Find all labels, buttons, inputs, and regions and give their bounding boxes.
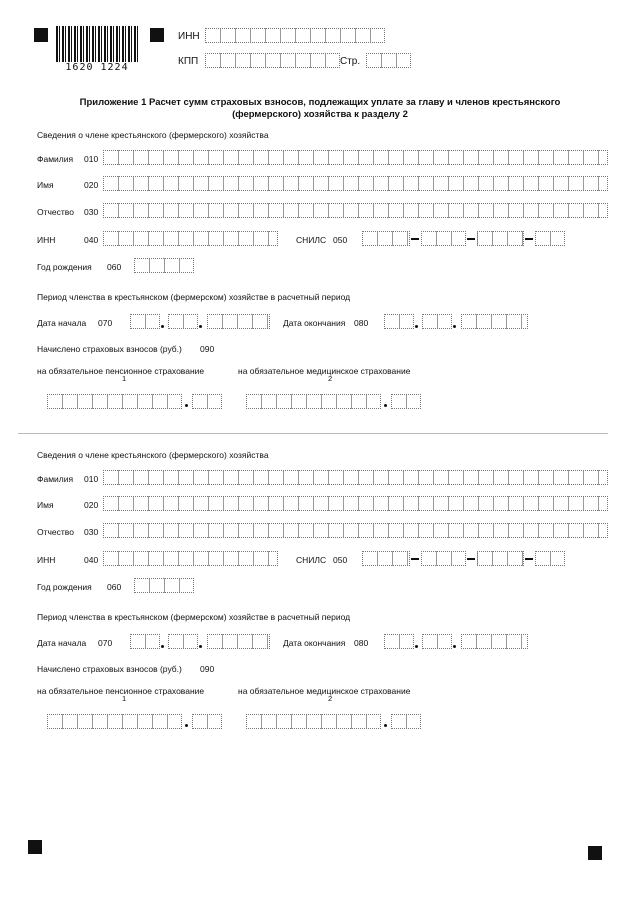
medical-label: на обязательное медицинское страхование <box>238 686 411 696</box>
date-separator-dot <box>384 404 387 407</box>
snils-code: 050 <box>333 555 348 565</box>
inn-header-field[interactable] <box>205 28 385 43</box>
patronymic-label: Отчество <box>37 207 74 217</box>
surname-label: Фамилия <box>37 474 74 484</box>
start-date-code: 070 <box>98 638 113 648</box>
start-year[interactable] <box>207 634 270 649</box>
birth-year-code: 060 <box>107 262 122 272</box>
start-date-label: Дата начала <box>37 638 87 648</box>
date-separator-dot <box>161 645 164 648</box>
snils-part-2[interactable] <box>421 231 466 246</box>
start-month[interactable] <box>168 634 198 649</box>
medical-rubles-field[interactable] <box>246 714 381 729</box>
snils-part-1[interactable] <box>362 231 410 246</box>
surname-field[interactable] <box>103 150 608 165</box>
medical-column-number: 2 <box>328 694 333 703</box>
start-year[interactable] <box>207 314 270 329</box>
patronymic-code: 030 <box>84 527 99 537</box>
inn-field[interactable] <box>103 231 278 246</box>
snils-part-1[interactable] <box>362 551 410 566</box>
end-date-label: Дата окончания <box>283 318 346 328</box>
barcode <box>56 26 138 66</box>
inn-label: ИНН <box>37 235 56 245</box>
date-separator-dot <box>384 724 387 727</box>
start-month[interactable] <box>168 314 198 329</box>
name-field[interactable] <box>103 176 608 191</box>
pension-rubles-field[interactable] <box>47 714 182 729</box>
accrued-label: Начислено страховых взносов (руб.) <box>37 664 182 674</box>
date-separator-dot <box>199 645 202 648</box>
end-month[interactable] <box>422 314 452 329</box>
pension-label: на обязательное пенсионное страхование <box>37 686 205 696</box>
date-separator-dot <box>453 645 456 648</box>
date-separator-dot <box>453 325 456 328</box>
registration-marker-top-mid <box>150 28 164 42</box>
birth-year-label: Год рождения <box>37 262 92 272</box>
patronymic-field[interactable] <box>103 523 608 538</box>
kpp-header-label: КПП <box>178 56 199 67</box>
end-day[interactable] <box>384 314 414 329</box>
birth-year-field[interactable] <box>134 258 194 273</box>
page-title <box>40 97 600 121</box>
name-field[interactable] <box>103 496 608 511</box>
pension-kopecks-field[interactable] <box>192 394 222 409</box>
end-month[interactable] <box>422 634 452 649</box>
name-code: 020 <box>84 180 99 190</box>
kpp-header-field[interactable] <box>205 53 340 68</box>
surname-field[interactable] <box>103 470 608 485</box>
birth-year-code: 060 <box>107 582 122 592</box>
medical-label: на обязательное медицинское страхование <box>238 366 411 376</box>
snils-part-2[interactable] <box>421 551 466 566</box>
snils-code: 050 <box>333 235 348 245</box>
surname-code: 010 <box>84 474 99 484</box>
page-number-field[interactable] <box>366 53 411 68</box>
title-line-2: (фермерского) хозяйства к разделу 2 <box>232 109 408 120</box>
name-code: 020 <box>84 500 99 510</box>
title-line-1: Приложение 1 Расчет сумм страховых взносов, подлежащих уплате за главу и членов крестьянского <box>79 97 561 108</box>
snils-part-3[interactable] <box>477 551 524 566</box>
patronymic-label: Отчество <box>37 527 74 537</box>
pension-column-number: 1 <box>122 374 127 383</box>
pension-column-number: 1 <box>122 694 127 703</box>
date-separator-dot <box>415 645 418 648</box>
start-date-label: Дата начала <box>37 318 87 328</box>
surname-code: 010 <box>84 154 99 164</box>
snils-label: СНИЛС <box>296 555 327 565</box>
end-date-label: Дата окончания <box>283 638 346 648</box>
snils-part-3[interactable] <box>477 231 524 246</box>
accrued-code: 090 <box>200 664 215 674</box>
pension-kopecks-field[interactable] <box>192 714 222 729</box>
page-label: Стр. <box>340 56 361 67</box>
name-label: Имя <box>37 180 54 190</box>
medical-kopecks-field[interactable] <box>391 714 421 729</box>
period-heading: Период членства в крестьянском (фермерском) хозяйстве в расчетный период <box>37 292 351 302</box>
member-heading: Сведения о члене крестьянского (фермерского) хозяйства <box>37 130 269 140</box>
inn-field[interactable] <box>103 551 278 566</box>
date-separator-dot <box>161 325 164 328</box>
section-divider <box>18 433 608 434</box>
patronymic-code: 030 <box>84 207 99 217</box>
surname-label: Фамилия <box>37 154 74 164</box>
start-day[interactable] <box>130 634 160 649</box>
pension-label: на обязательное пенсионное страхование <box>37 366 205 376</box>
birth-year-label: Год рождения <box>37 582 92 592</box>
snils-separator-dash <box>411 558 419 560</box>
medical-rubles-field[interactable] <box>246 394 381 409</box>
end-day[interactable] <box>384 634 414 649</box>
snils-separator-dash <box>525 558 533 560</box>
birth-year-field[interactable] <box>134 578 194 593</box>
snils-separator-dash <box>467 558 475 560</box>
snils-label: СНИЛС <box>296 235 327 245</box>
date-separator-dot <box>185 724 188 727</box>
medical-column-number: 2 <box>328 374 333 383</box>
date-separator-dot <box>199 325 202 328</box>
name-label: Имя <box>37 500 54 510</box>
snils-separator-dash <box>525 238 533 240</box>
date-separator-dot <box>185 404 188 407</box>
snils-part-4[interactable] <box>535 231 565 246</box>
end-year[interactable] <box>461 314 528 329</box>
medical-kopecks-field[interactable] <box>391 394 421 409</box>
start-day[interactable] <box>130 314 160 329</box>
inn-code: 040 <box>84 555 99 565</box>
pension-rubles-field[interactable] <box>47 394 182 409</box>
inn-label: ИНН <box>37 555 56 565</box>
accrued-label: Начислено страховых взносов (руб.) <box>37 344 182 354</box>
end-date-code: 080 <box>354 318 369 328</box>
date-separator-dot <box>415 325 418 328</box>
snils-separator-dash <box>467 238 475 240</box>
inn-code: 040 <box>84 235 99 245</box>
member-heading: Сведения о члене крестьянского (фермерского) хозяйства <box>37 450 269 460</box>
registration-marker-bottom-left <box>28 840 42 854</box>
registration-marker-top-left <box>34 28 48 42</box>
accrued-code: 090 <box>200 344 215 354</box>
barcode-number: 1620 1224 <box>54 62 140 73</box>
snils-part-4[interactable] <box>535 551 565 566</box>
end-date-code: 080 <box>354 638 369 648</box>
inn-header-label: ИНН <box>178 31 200 42</box>
patronymic-field[interactable] <box>103 203 608 218</box>
end-year[interactable] <box>461 634 528 649</box>
snils-separator-dash <box>411 238 419 240</box>
registration-marker-bottom-right <box>588 846 602 860</box>
period-heading: Период членства в крестьянском (фермерском) хозяйстве в расчетный период <box>37 612 351 622</box>
start-date-code: 070 <box>98 318 113 328</box>
